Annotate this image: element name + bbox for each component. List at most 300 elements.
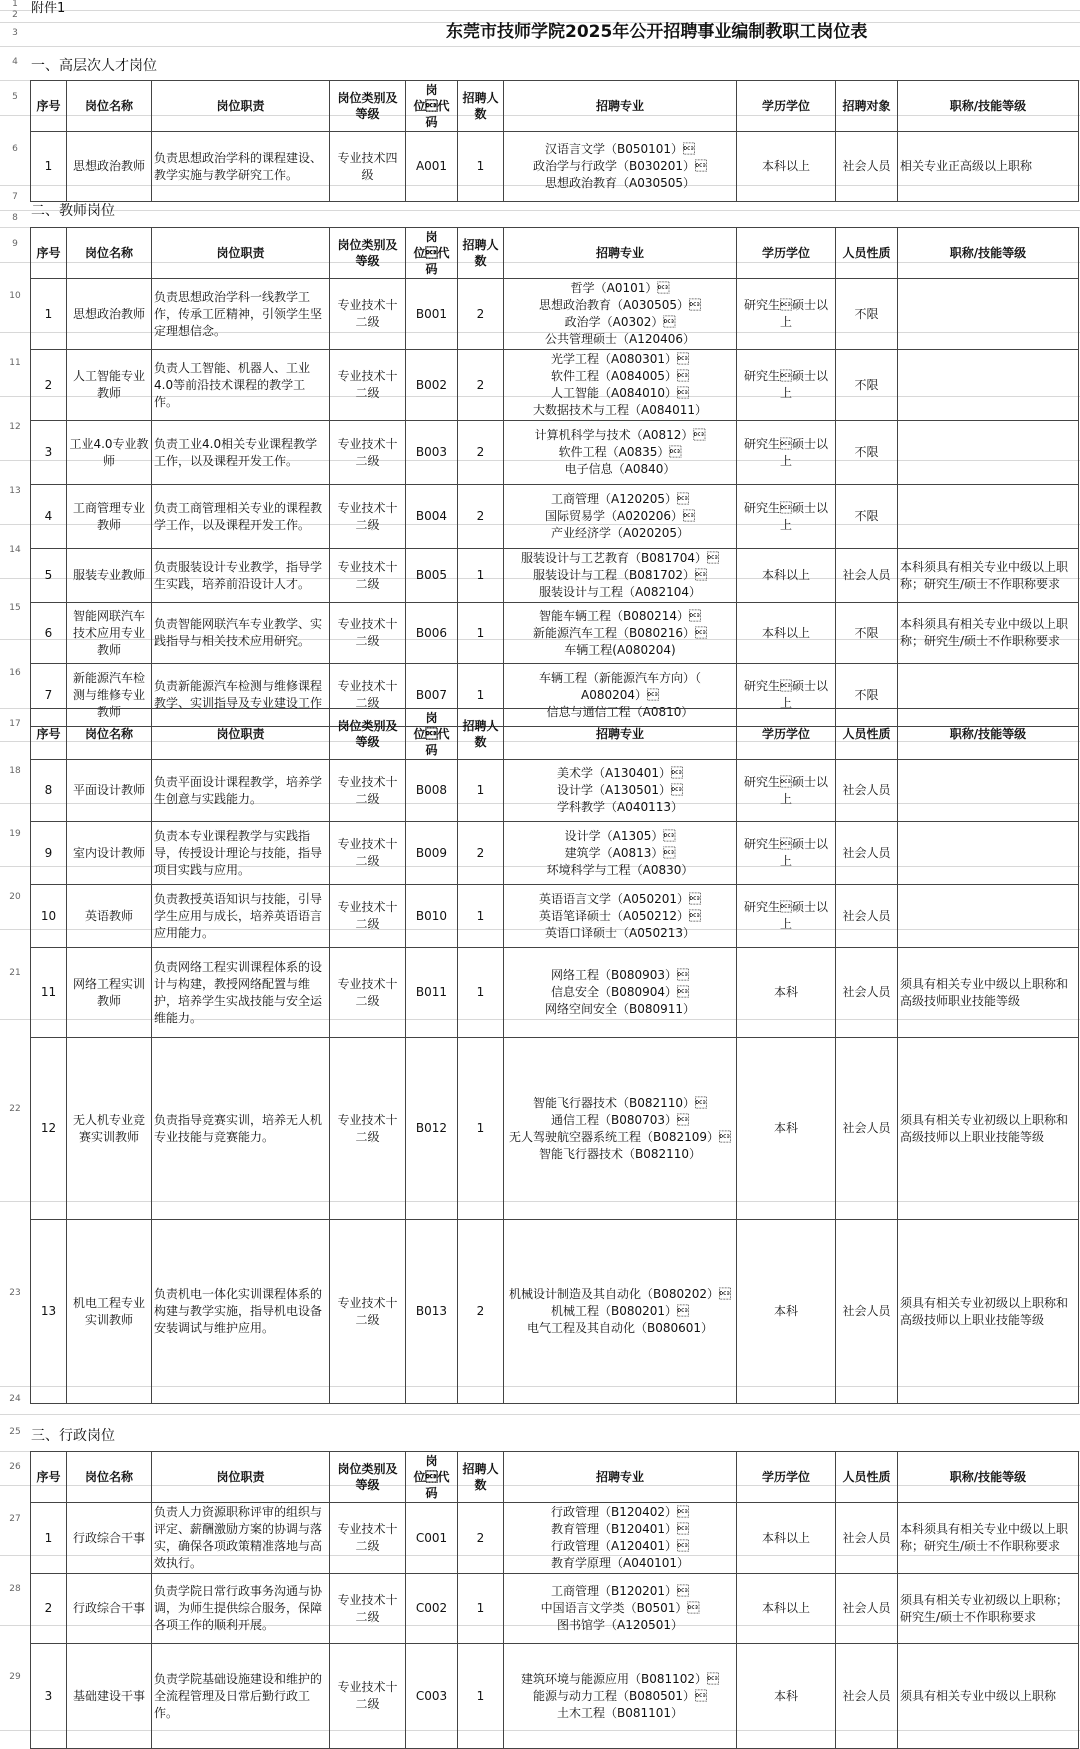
cell-personnel-type: 社会人员	[836, 1038, 898, 1220]
cell-education: 研究生硕士以上	[737, 822, 836, 885]
cell-duty: 负责思想政治学科一线教学工作，传承工匠精神，引领学生坚定理想信念。	[152, 279, 330, 350]
cell-headcount: 2	[458, 350, 504, 421]
cell-personnel-type: 不限	[836, 279, 898, 350]
major-line: 软件工程（A084005）	[550, 369, 690, 383]
major-line: 行政管理（A120401）	[550, 1539, 690, 1553]
table-row	[31, 1644, 1079, 1749]
header-row-number: 序号	[31, 1452, 67, 1503]
cell-duty: 负责人工智能、机器人、工业4.0等前沿技术课程的教学工作。	[152, 350, 330, 421]
cell-personnel-type: 社会人员	[836, 132, 898, 202]
major-line: 土木工程（B081101）	[556, 1705, 684, 1720]
header-duty: 岗位职责	[152, 1452, 330, 1503]
cell-duty: 负责新能源汽车检测与维修课程教学、实训指导及专业建设工作	[152, 664, 330, 727]
cell-headcount: 2	[458, 1503, 504, 1574]
cell-position-name: 机电工程专业实训教师	[67, 1220, 152, 1404]
major-line: A080204）	[580, 687, 660, 702]
header-position-code: 岗位代码	[406, 81, 458, 132]
major-line: 新能源汽车工程（B080216）	[532, 625, 708, 640]
major-line: 建筑环境与能源应用（B081102）	[520, 1671, 720, 1686]
cell-qualification: 须具有相关专业中级以上职称	[898, 1644, 1079, 1749]
major-line: 产业经济学（A020205）	[550, 526, 690, 540]
cell-duty: 负责学院基础设施建设和维护的全流程管理及日常后勤行政工作。	[152, 1644, 330, 1749]
cell-education: 本科	[737, 1644, 836, 1749]
header-majors: 招聘专业	[504, 1452, 737, 1503]
header-row-number: 序号	[31, 709, 67, 760]
cell-category-grade: 专业技术十二级	[330, 1574, 406, 1644]
major-line: 政治学与行政学（B030201）	[532, 159, 708, 173]
row-number[interactable]: 29	[9, 1671, 21, 1682]
cell-qualification: 本科须具有相关专业中级以上职称；研究生/硕士不作职称要求	[898, 603, 1079, 664]
major-line: 信息与通信工程（A0810）	[546, 704, 694, 719]
table-row	[31, 485, 1079, 549]
cell-qualification: 须具有相关专业中级以上职称和高级技师职业技能等级	[898, 948, 1079, 1038]
cell-row-number: 9	[31, 822, 67, 885]
row-number[interactable]: 1	[12, 0, 18, 9]
row-number[interactable]: 26	[9, 1462, 21, 1472]
header-personnel-type: 人员性质	[836, 709, 898, 760]
major-line: 哲学（A0101）	[570, 281, 670, 295]
row-number[interactable]: 11	[9, 358, 21, 368]
row-number[interactable]: 8	[12, 212, 18, 223]
major-line: 无人驾驶航空器系统工程（B082109）	[508, 1129, 732, 1144]
cell-personnel-type: 社会人员	[836, 760, 898, 822]
cell-qualification	[898, 350, 1079, 421]
cell-headcount: 1	[458, 760, 504, 822]
section-title-high-level: 一、高层次人才岗位	[31, 58, 157, 74]
cell-education: 本科	[737, 1038, 836, 1220]
table-row	[31, 822, 1079, 885]
header-education: 学历学位	[737, 709, 836, 760]
header-duty: 岗位职责	[152, 709, 330, 760]
cell-majors	[504, 1038, 737, 1220]
major-line: 英语语言文学（A050201）	[538, 891, 702, 906]
row-number[interactable]: 7	[12, 191, 18, 202]
cell-position-code: B003	[406, 421, 458, 485]
row-number[interactable]: 21	[9, 968, 21, 978]
cell-majors	[504, 279, 737, 350]
gridline	[0, 10, 1080, 11]
row-number[interactable]: 24	[9, 1394, 21, 1404]
header-headcount: 招聘人数	[458, 81, 504, 132]
cell-personnel-type: 社会人员	[836, 1503, 898, 1574]
major-line: 机械设计制造及其自动化（B080202）	[508, 1287, 732, 1301]
cell-position-code: B004	[406, 485, 458, 549]
cell-qualification: 本科须具有相关专业中级以上职称；研究生/硕士不作职称要求	[898, 549, 1079, 603]
row-number[interactable]: 18	[9, 766, 21, 776]
major-line: 光学工程（A080301）	[550, 352, 690, 366]
row-number[interactable]: 28	[9, 1584, 21, 1594]
major-line: 英语口译硕士（A050213）	[544, 925, 696, 940]
cell-personnel-type: 社会人员	[836, 1574, 898, 1644]
cell-personnel-type: 不限	[836, 350, 898, 421]
cell-education: 研究生硕士以上	[737, 421, 836, 485]
cell-position-name: 基础建设干事	[67, 1644, 152, 1749]
cell-category-grade: 专业技术十二级	[330, 421, 406, 485]
major-line: 思想政治教育（A030505）	[544, 176, 696, 190]
row-number[interactable]: 9	[12, 238, 18, 249]
cell-majors	[504, 885, 737, 948]
cell-qualification	[898, 822, 1079, 885]
cell-duty: 负责网络工程实训课程体系的设计与构建，教授网络配置与维护，培养学生实战技能与安全运维能力。	[152, 948, 330, 1038]
cell-row-number: 6	[31, 603, 67, 664]
cell-duty: 负责平面设计课程教学，培养学生创意与实践能力。	[152, 760, 330, 822]
cell-majors	[504, 485, 737, 549]
cell-personnel-type: 不限	[836, 421, 898, 485]
table-header-row	[31, 81, 1079, 132]
major-line: 服装设计与工艺教育（B081704）	[520, 551, 720, 565]
header-category-grade: 岗位类别及等级	[330, 81, 406, 132]
cell-duty: 负责教授英语知识与技能，引导学生应用与成长，培养英语语言应用能力。	[152, 885, 330, 948]
cell-category-grade: 专业技术十二级	[330, 549, 406, 603]
row-number[interactable]: 3	[12, 28, 18, 38]
cell-category-grade: 专业技术十二级	[330, 1503, 406, 1574]
cell-education: 研究生硕士以上	[737, 485, 836, 549]
cell-personnel-type: 不限	[836, 664, 898, 727]
cell-majors	[504, 421, 737, 485]
cell-qualification: 须具有相关专业初级以上职称；研究生/硕士不作职称要求	[898, 1574, 1079, 1644]
cell-majors	[504, 1574, 737, 1644]
cell-education: 研究生硕士以上	[737, 279, 836, 350]
cell-headcount: 2	[458, 421, 504, 485]
major-line: 美术学（A130401）	[556, 766, 684, 780]
row-number[interactable]: 27	[9, 1514, 21, 1524]
major-line: 公共管理硕士（A120406）	[544, 332, 696, 346]
table-row	[31, 948, 1079, 1038]
cell-position-code: B006	[406, 603, 458, 664]
major-line: 教育学原理（A040101）	[550, 1556, 690, 1570]
cell-majors	[504, 1644, 737, 1749]
cell-position-name: 英语教师	[67, 885, 152, 948]
row-number[interactable]: 23	[9, 1287, 21, 1298]
major-line: 国际贸易学（A020206）	[544, 509, 696, 523]
cell-education: 研究生硕士以上	[737, 350, 836, 421]
cell-position-code: B005	[406, 549, 458, 603]
cell-row-number: 3	[31, 421, 67, 485]
row-number[interactable]: 6	[12, 144, 18, 154]
row-number[interactable]: 20	[9, 891, 21, 902]
cell-qualification	[898, 485, 1079, 549]
header-qualification: 职称/技能等级	[898, 81, 1079, 132]
cell-qualification	[898, 279, 1079, 350]
cell-position-code: B002	[406, 350, 458, 421]
header-headcount: 招聘人数	[458, 709, 504, 760]
table-header-row	[31, 1452, 1079, 1503]
cell-row-number: 3	[31, 1644, 67, 1749]
header-personnel-type: 人员性质	[836, 1452, 898, 1503]
major-line: 机械工程（B080201）	[550, 1304, 690, 1318]
major-line: 车辆工程(A080204)	[564, 642, 676, 657]
cell-personnel-type: 社会人员	[836, 885, 898, 948]
section-title-admin: 三、行政岗位	[31, 1428, 115, 1444]
table-teacher	[30, 227, 1079, 727]
cell-row-number: 8	[31, 760, 67, 822]
cell-position-code: B001	[406, 279, 458, 350]
cell-headcount: 2	[458, 279, 504, 350]
cell-duty: 负责指导竞赛实训，培养无人机专业技能与竞赛能力。	[152, 1038, 330, 1220]
cell-category-grade: 专业技术十二级	[330, 1644, 406, 1749]
major-line: 网络空间安全（B080911）	[544, 1002, 696, 1016]
header-position-name: 岗位名称	[67, 81, 152, 132]
table-row	[31, 1220, 1079, 1404]
cell-education: 本科以上	[737, 549, 836, 603]
cell-position-code: C002	[406, 1574, 458, 1644]
cell-position-name: 服装专业教师	[67, 549, 152, 603]
header-category-grade: 岗位类别及等级	[330, 1452, 406, 1503]
major-line: 中国语言文学类（B0501）	[540, 1601, 700, 1615]
cell-headcount: 1	[458, 885, 504, 948]
cell-headcount: 1	[458, 948, 504, 1038]
table-row	[31, 1503, 1079, 1574]
cell-position-name: 思想政治教师	[67, 132, 152, 202]
cell-category-grade: 专业技术十二级	[330, 822, 406, 885]
cell-headcount: 1	[458, 549, 504, 603]
major-line: 思想政治教育（A030505）	[538, 298, 702, 312]
cell-personnel-type: 不限	[836, 603, 898, 664]
row-number[interactable]: 16	[9, 667, 21, 678]
table-header-row	[31, 228, 1079, 279]
row-number[interactable]: 19	[9, 828, 21, 839]
cell-position-name: 人工智能专业教师	[67, 350, 152, 421]
header-education: 学历学位	[737, 228, 836, 279]
cell-row-number: 1	[31, 279, 67, 350]
table-high-level	[30, 80, 1079, 202]
gridline	[0, 1414, 1080, 1415]
header-personnel-type: 人员性质	[836, 228, 898, 279]
cell-headcount: 2	[458, 485, 504, 549]
header-row-number: 序号	[31, 81, 67, 132]
cell-row-number: 2	[31, 1574, 67, 1644]
cell-personnel-type: 社会人员	[836, 1220, 898, 1404]
cell-personnel-type: 社会人员	[836, 1644, 898, 1749]
attachment-label: 附件1	[31, 1, 66, 16]
header-position-code: 岗位代码	[406, 1452, 458, 1503]
major-line: 能源与动力工程（B080501）	[532, 1688, 708, 1703]
cell-position-name: 网络工程实训教师	[67, 948, 152, 1038]
major-line: 服装设计与工程（B081702）	[532, 568, 708, 582]
cell-position-name: 思想政治教师	[67, 279, 152, 350]
header-headcount: 招聘人数	[458, 228, 504, 279]
cell-category-grade: 专业技术十二级	[330, 885, 406, 948]
cell-position-name: 工商管理专业教师	[67, 485, 152, 549]
cell-headcount: 1	[458, 603, 504, 664]
cell-row-number: 5	[31, 549, 67, 603]
major-line: 软件工程（A0835）	[558, 445, 682, 459]
major-line: 设计学（A130501）	[556, 783, 684, 797]
gridline	[0, 210, 1080, 211]
cell-position-name: 室内设计教师	[67, 822, 152, 885]
cell-qualification: 本科须具有相关专业中级以上职称；研究生/硕士不作职称要求	[898, 1503, 1079, 1574]
cell-majors	[504, 948, 737, 1038]
table-row	[31, 350, 1079, 421]
cell-headcount: 1	[458, 1644, 504, 1749]
cell-row-number: 1	[31, 132, 67, 202]
cell-duty: 负责本专业课程教学与实践指导，传授设计理论与技能，指导项目实践与应用。	[152, 822, 330, 885]
table-row	[31, 760, 1079, 822]
cell-category-grade: 专业技术十二级	[330, 1220, 406, 1404]
major-line: 工商管理（B120201）	[550, 1584, 690, 1598]
cell-position-code: B012	[406, 1038, 458, 1220]
major-line: 电子信息（A0840）	[564, 462, 676, 476]
major-line: 行政管理（B120402）	[550, 1505, 690, 1519]
cell-personnel-type: 社会人员	[836, 948, 898, 1038]
cell-duty: 负责思想政治学科的课程建设、教学实施与教学研究工作。	[152, 132, 330, 202]
cell-duty: 负责机电一体化实训课程体系的构建与教学实施，指导机电设备安装调试与维护应用。	[152, 1220, 330, 1404]
major-line: 教育管理（B120401）	[550, 1522, 690, 1536]
row-number[interactable]: 14	[9, 545, 21, 555]
cell-headcount: 2	[458, 822, 504, 885]
cell-education: 研究生硕士以上	[737, 664, 836, 727]
cell-majors	[504, 760, 737, 822]
major-line: 工商管理（A120205）	[550, 492, 690, 506]
major-line: 智能飞行器技术（B082110）	[532, 1095, 708, 1110]
cell-row-number: 7	[31, 664, 67, 727]
cell-education: 本科以上	[737, 1574, 836, 1644]
cell-qualification	[898, 421, 1079, 485]
cell-row-number: 1	[31, 1503, 67, 1574]
cell-education: 研究生硕士以上	[737, 760, 836, 822]
major-line: 环境科学与工程（A0830）	[546, 862, 694, 877]
cell-headcount: 1	[458, 1038, 504, 1220]
header-personnel-type: 招聘对象	[836, 81, 898, 132]
header-position-code: 岗位代码	[406, 709, 458, 760]
table-row	[31, 1574, 1079, 1644]
table-row	[31, 885, 1079, 948]
major-line: 电气工程及其自动化（B080601）	[526, 1321, 714, 1335]
cell-qualification	[898, 760, 1079, 822]
header-position-name: 岗位名称	[67, 709, 152, 760]
cell-duty: 负责服装设计专业教学，指导学生实践，培养前沿设计人才。	[152, 549, 330, 603]
header-duty: 岗位职责	[152, 228, 330, 279]
row-number[interactable]: 5	[12, 91, 18, 102]
major-line: 人工智能（A084010）	[550, 386, 690, 400]
row-number[interactable]: 13	[9, 486, 21, 496]
cell-position-code: B011	[406, 948, 458, 1038]
cell-personnel-type: 不限	[836, 485, 898, 549]
cell-position-code: B013	[406, 1220, 458, 1404]
header-majors: 招聘专业	[504, 709, 737, 760]
cell-row-number: 12	[31, 1038, 67, 1220]
header-qualification: 职称/技能等级	[898, 709, 1079, 760]
cell-headcount: 2	[458, 1220, 504, 1404]
header-row-number: 序号	[31, 228, 67, 279]
major-line: 车辆工程（新能源汽车方向）（	[538, 670, 701, 685]
cell-position-code: C001	[406, 1503, 458, 1574]
cell-personnel-type: 社会人员	[836, 549, 898, 603]
cell-category-grade: 专业技术十二级	[330, 1038, 406, 1220]
table-admin	[30, 1451, 1079, 1749]
cell-majors	[504, 1503, 737, 1574]
row-number[interactable]: 2	[12, 10, 18, 20]
major-line: 汉语言文学（B050101）	[544, 142, 696, 156]
header-position-name: 岗位名称	[67, 228, 152, 279]
cell-category-grade: 专业技术十二级	[330, 948, 406, 1038]
header-majors: 招聘专业	[504, 81, 737, 132]
row-number[interactable]: 15	[9, 602, 21, 613]
cell-category-grade: 专业技术十二级	[330, 485, 406, 549]
table-row	[31, 421, 1079, 485]
cell-duty: 负责智能网联汽车专业教学、实践指导与相关技术应用研究。	[152, 603, 330, 664]
cell-position-name: 工业4.0专业教师	[67, 421, 152, 485]
cell-category-grade: 专业技术十二级	[330, 760, 406, 822]
cell-majors	[504, 132, 737, 202]
major-line: 智能车辆工程（B080214）	[538, 608, 702, 623]
cell-majors	[504, 549, 737, 603]
table-row	[31, 279, 1079, 350]
cell-position-name: 行政综合干事	[67, 1574, 152, 1644]
major-line: 网络工程（B080903）	[550, 968, 690, 982]
row-number[interactable]: 22	[9, 1104, 21, 1114]
row-number[interactable]: 17	[9, 718, 21, 729]
header-duty: 岗位职责	[152, 81, 330, 132]
cell-category-grade: 专业技术四级	[330, 132, 406, 202]
cell-duty: 负责工商管理相关专业的课程教学工作，以及课程开发工作。	[152, 485, 330, 549]
header-qualification: 职称/技能等级	[898, 228, 1079, 279]
cell-row-number: 4	[31, 485, 67, 549]
major-line: 智能飞行器技术（B082110）	[538, 1146, 702, 1161]
major-line: 设计学（A1305）	[564, 828, 676, 843]
header-headcount: 招聘人数	[458, 1452, 504, 1503]
major-line: 政治学（A0302）	[564, 315, 676, 329]
cell-position-code: C003	[406, 1644, 458, 1749]
cell-education: 本科以上	[737, 1503, 836, 1574]
cell-position-name: 行政综合干事	[67, 1503, 152, 1574]
cell-qualification: 须具有相关专业初级以上职称和高级技师以上职业技能等级	[898, 1220, 1079, 1404]
cell-row-number: 11	[31, 948, 67, 1038]
cell-row-number: 13	[31, 1220, 67, 1404]
cell-education: 本科以上	[737, 132, 836, 202]
cell-duty: 负责工业4.0相关专业课程教学工作，以及课程开发工作。	[152, 421, 330, 485]
major-line: 大数据技术与工程（A084011）	[532, 403, 708, 417]
cell-education: 本科以上	[737, 603, 836, 664]
cell-duty: 负责人力资源职称评审的组织与评定、薪酬激励方案的协调与落实，确保各项政策精准落地与高效执行。	[152, 1503, 330, 1574]
cell-majors	[504, 1220, 737, 1404]
header-education: 学历学位	[737, 1452, 836, 1503]
cell-qualification	[898, 885, 1079, 948]
cell-position-code: B007	[406, 664, 458, 727]
cell-position-name: 新能源汽车检测与维修专业教师	[67, 664, 152, 727]
table-row	[31, 1038, 1079, 1220]
cell-majors	[504, 603, 737, 664]
cell-duty: 负责学院日常行政事务沟通与协调，为师生提供综合服务，保障各项工作的顺利开展。	[152, 1574, 330, 1644]
cell-education: 本科	[737, 1220, 836, 1404]
header-category-grade: 岗位类别及等级	[330, 709, 406, 760]
cell-position-code: B008	[406, 760, 458, 822]
cell-personnel-type: 社会人员	[836, 822, 898, 885]
table-header-row	[31, 709, 1079, 760]
row-number[interactable]: 10	[9, 291, 21, 301]
row-number[interactable]: 12	[9, 422, 21, 432]
cell-education: 本科	[737, 948, 836, 1038]
cell-position-code: B010	[406, 885, 458, 948]
major-line: 计算机科学与技术（A0812）	[534, 428, 706, 442]
cell-qualification: 相关专业正高级以上职称	[898, 132, 1079, 202]
cell-position-code: B009	[406, 822, 458, 885]
cell-category-grade: 专业技术十二级	[330, 350, 406, 421]
major-line: 学科教学（A040113）	[556, 800, 684, 814]
section-title-teacher: 二、教师岗位	[31, 203, 115, 219]
header-education: 学历学位	[737, 81, 836, 132]
major-line: 英语笔译硕士（A050212）	[538, 908, 702, 923]
cell-position-name: 智能网联汽车技术应用专业教师	[67, 603, 152, 664]
header-category-grade: 岗位类别及等级	[330, 228, 406, 279]
row-number[interactable]: 25	[9, 1426, 21, 1437]
cell-headcount: 1	[458, 132, 504, 202]
cell-majors	[504, 822, 737, 885]
row-number[interactable]: 4	[12, 57, 18, 67]
major-line: 信息安全（B080904）	[550, 985, 690, 999]
table-row	[31, 603, 1079, 664]
header-position-name: 岗位名称	[67, 1452, 152, 1503]
